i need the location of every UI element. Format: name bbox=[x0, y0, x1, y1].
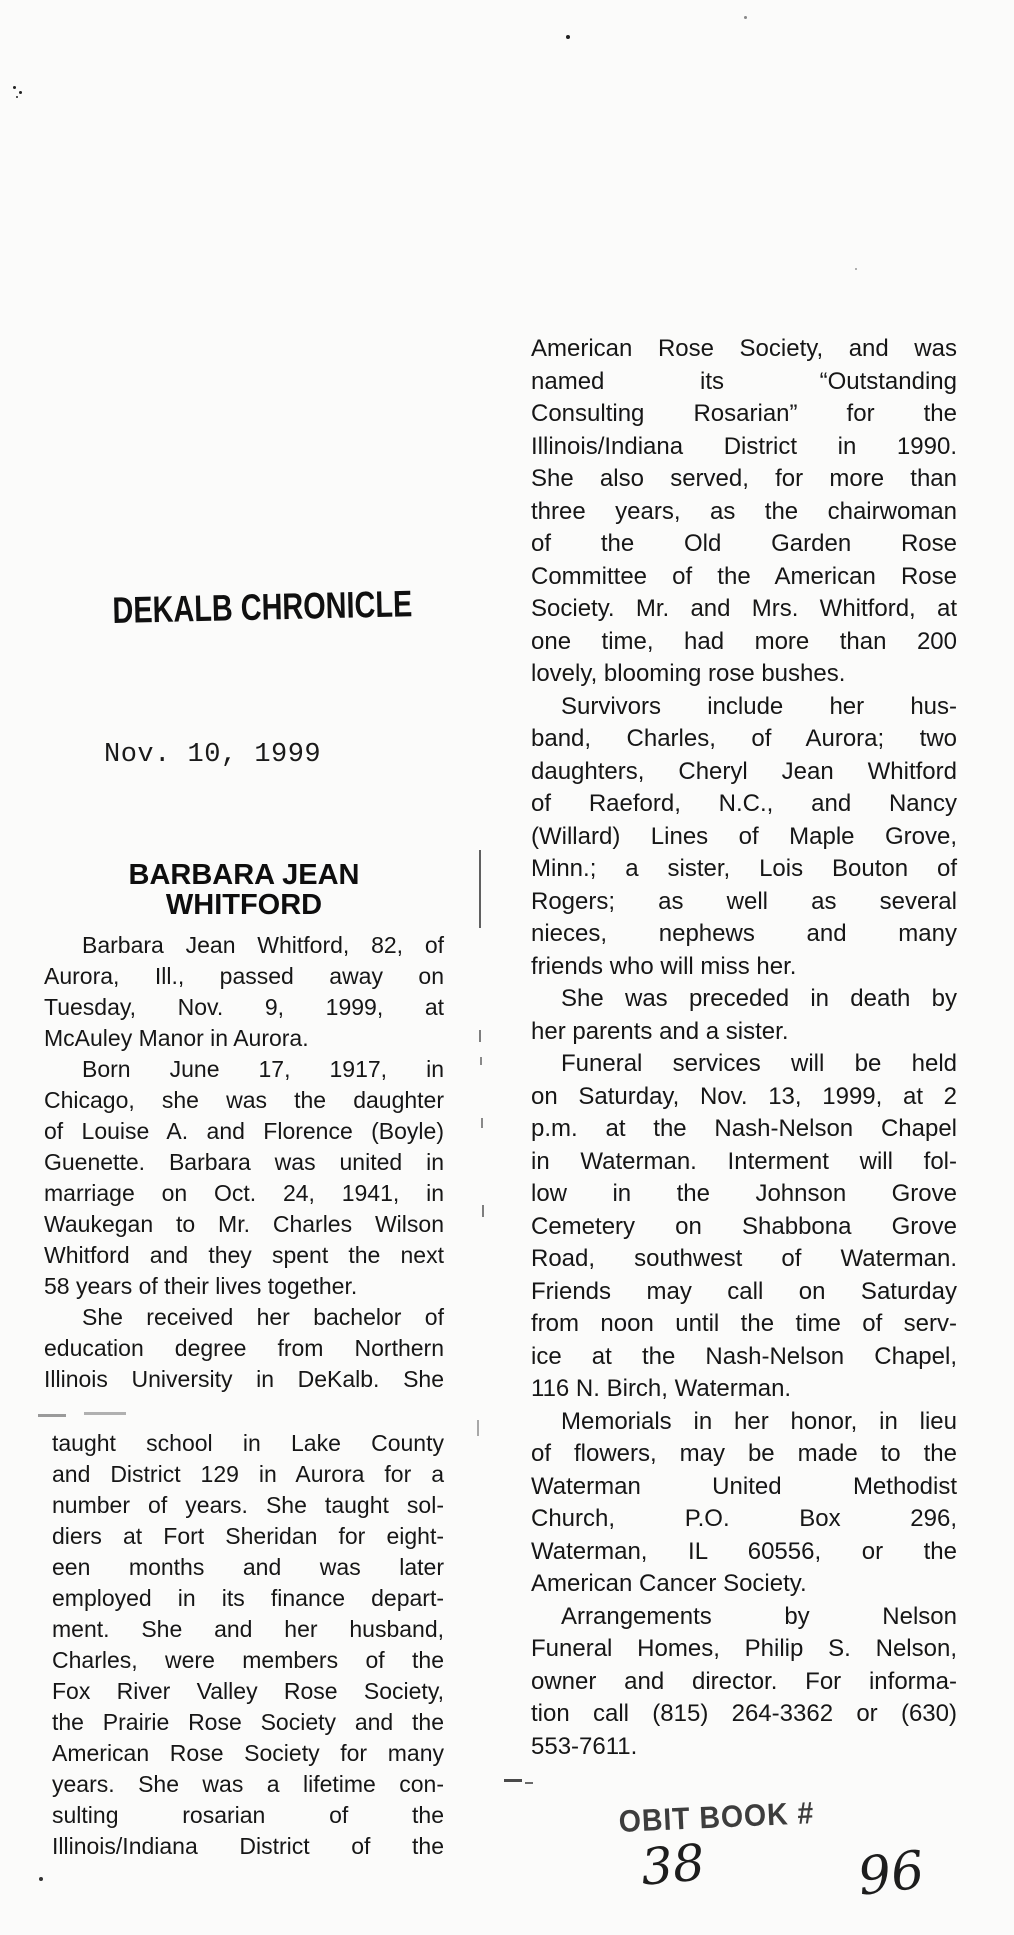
text-line: Funeral Homes, Philip S. Nelson, bbox=[531, 1635, 957, 1662]
text-line: Committee of the American Rose bbox=[531, 562, 957, 590]
text-line: Funeral services will be held bbox=[561, 1050, 957, 1077]
paragraph bbox=[531, 1406, 957, 1601]
text-line: education degree from Northern bbox=[44, 1335, 444, 1361]
text-line: one time, had more than 200 bbox=[531, 627, 957, 655]
paragraph bbox=[44, 1054, 444, 1302]
paragraph bbox=[531, 691, 957, 984]
text-line: Guenette. Barbara was united in bbox=[44, 1149, 444, 1175]
dust-speck bbox=[39, 1877, 43, 1881]
column-rule-mark bbox=[482, 1205, 484, 1217]
text-line: Barbara Jean Whitford, 82, of bbox=[82, 932, 444, 958]
text-line: her parents and a sister. bbox=[531, 1017, 789, 1045]
text-line: named its “Outstanding bbox=[531, 367, 957, 395]
text-line: Aurora, Ill., passed away on bbox=[44, 963, 444, 989]
text-line: Illinois University in DeKalb. She bbox=[44, 1366, 444, 1392]
text-line: band, Charles, of Aurora; two bbox=[531, 725, 957, 752]
text-line: Waterman United Methodist bbox=[531, 1472, 957, 1500]
text-line: years. She was a lifetime con- bbox=[52, 1771, 444, 1797]
text-line: Arrangements by Nelson bbox=[561, 1602, 957, 1630]
dust-speck bbox=[744, 16, 747, 19]
text-line: McAuley Manor in Aurora. bbox=[44, 1025, 309, 1051]
text-line: employed in its finance depart- bbox=[52, 1585, 444, 1611]
column-rule-mark bbox=[480, 1057, 482, 1065]
newspaper-masthead bbox=[112, 581, 497, 632]
text-line: American Cancer Society. bbox=[531, 1570, 807, 1597]
pen-dash-mark bbox=[525, 1782, 533, 1784]
text-line: She was preceded in death by bbox=[561, 985, 957, 1012]
column-rule-mark bbox=[479, 850, 481, 928]
text-line: Society. Mr. and Mrs. Whitford, at bbox=[531, 595, 957, 622]
dust-speck bbox=[855, 268, 857, 270]
text-line: Road, southwest of Waterman. bbox=[531, 1245, 957, 1272]
text-line: Whitford and they spent the next bbox=[44, 1242, 444, 1268]
text-line: Rogers; as well as several bbox=[531, 887, 957, 915]
text-line: nieces, nephews and many bbox=[531, 920, 957, 947]
paste-seam-mark bbox=[38, 1414, 66, 1417]
column-rule-mark bbox=[477, 1420, 479, 1436]
text-line: She also served, for more than bbox=[531, 465, 957, 492]
text-line: lovely, blooming rose bushes. bbox=[531, 660, 846, 687]
text-line: American Rose Society for many bbox=[52, 1740, 444, 1766]
paragraph bbox=[531, 1601, 957, 1764]
text-line: Friends may call on Saturday bbox=[531, 1277, 957, 1305]
text-line: She received her bachelor of bbox=[82, 1304, 444, 1330]
text-line: and District 129 in Aurora for a bbox=[52, 1461, 444, 1487]
text-line: of flowers, may be made to the bbox=[531, 1440, 957, 1467]
text-line: marriage on Oct. 24, 1941, in bbox=[44, 1180, 444, 1206]
paragraph bbox=[531, 983, 957, 1048]
paragraph bbox=[531, 333, 957, 691]
text-line: Charles, were members of the bbox=[52, 1647, 444, 1673]
obituary-title bbox=[44, 860, 444, 920]
text-line: Waterman, IL 60556, or the bbox=[531, 1537, 957, 1565]
text-line: Fox River Valley Rose Society, bbox=[52, 1678, 444, 1704]
text-line: tion call (815) 264-3362 or (630) bbox=[531, 1700, 957, 1727]
handwritten-book-number: 38 bbox=[638, 1833, 708, 1897]
text-line: een months and was later bbox=[52, 1554, 444, 1580]
obit-book-stamp-label: OBIT BOOK # bbox=[618, 1795, 815, 1839]
handwritten-page-number: 96 bbox=[854, 1840, 928, 1908]
text-line: Tuesday, Nov. 9, 1999, at bbox=[44, 994, 444, 1020]
text-line: Consulting Rosarian” for the bbox=[531, 400, 957, 427]
text-line: p.m. at the Nash-Nelson Chapel bbox=[531, 1115, 957, 1142]
text-line: taught school in Lake County bbox=[52, 1430, 444, 1456]
dust-speck bbox=[16, 96, 18, 98]
text-line: Memorials in her honor, in lieu bbox=[561, 1407, 957, 1435]
newspaper-masthead-text: DEKALB CHRONICLE bbox=[112, 583, 413, 631]
dust-speck bbox=[19, 91, 22, 94]
obituary-right-column bbox=[531, 333, 957, 1763]
text-line: 58 years of their lives together. bbox=[44, 1273, 358, 1299]
text-line: of Louise A. and Florence (Boyle) bbox=[44, 1118, 444, 1144]
dust-speck bbox=[13, 86, 16, 89]
column-rule-mark bbox=[479, 1030, 481, 1042]
text-line: (Willard) Lines of Maple Grove, bbox=[531, 822, 957, 850]
text-line: low in the Johnson Grove bbox=[531, 1180, 957, 1207]
column-rule-mark bbox=[481, 1118, 483, 1128]
text-line: the Prairie Rose Society and the bbox=[52, 1709, 444, 1735]
text-line: 553-7611. bbox=[531, 1732, 638, 1760]
text-line: Illinois/Indiana District in 1990. bbox=[531, 432, 957, 460]
text-line: American Rose Society, and was bbox=[531, 335, 957, 362]
paragraph bbox=[44, 1302, 444, 1395]
pen-dash-mark bbox=[504, 1779, 522, 1782]
obituary-title-line: WHITFORD bbox=[165, 889, 323, 921]
paste-seam-mark bbox=[84, 1412, 126, 1415]
text-line: ment. She and her husband, bbox=[52, 1616, 444, 1642]
text-line: Survivors include her hus- bbox=[561, 692, 957, 720]
paragraph bbox=[52, 1428, 444, 1862]
text-line: owner and director. For informa- bbox=[531, 1667, 957, 1695]
paragraph bbox=[44, 930, 444, 1054]
text-line: 116 N. Birch, Waterman. bbox=[531, 1375, 792, 1402]
text-line: in Waterman. Interment will fol- bbox=[531, 1147, 957, 1175]
text-line: of the Old Garden Rose bbox=[531, 530, 957, 557]
obit-book-stamp bbox=[618, 1794, 832, 1840]
text-line: Cemetery on Shabbona Grove bbox=[531, 1212, 957, 1240]
text-line: of Raeford, N.C., and Nancy bbox=[531, 790, 957, 817]
text-line: Born June 17, 1917, in bbox=[82, 1056, 444, 1082]
dust-speck bbox=[566, 35, 570, 39]
obituary-left-column bbox=[44, 860, 444, 1862]
text-line: Illinois/Indiana District of the bbox=[52, 1833, 444, 1859]
text-line: Church, P.O. Box 296, bbox=[531, 1505, 957, 1532]
text-line: friends who will miss her. bbox=[531, 952, 797, 980]
clipping-dateline: Nov. 10, 1999 bbox=[104, 740, 322, 770]
obituary-title-line: BARBARA JEAN bbox=[128, 859, 360, 891]
text-line: Chicago, she was the daughter bbox=[44, 1087, 444, 1113]
text-line: from noon until the time of serv- bbox=[531, 1310, 957, 1337]
text-line: sulting rosarian of the bbox=[52, 1802, 444, 1828]
text-line: diers at Fort Sheridan for eight- bbox=[52, 1523, 444, 1549]
text-line: number of years. She taught sol- bbox=[52, 1492, 444, 1518]
text-line: ice at the Nash-Nelson Chapel, bbox=[531, 1342, 957, 1370]
text-line: Minn.; a sister, Lois Bouton of bbox=[531, 855, 957, 882]
paragraph bbox=[531, 1048, 957, 1406]
text-line: Waukegan to Mr. Charles Wilson bbox=[44, 1211, 444, 1237]
text-line: three years, as the chairwoman bbox=[531, 497, 957, 525]
text-line: on Saturday, Nov. 13, 1999, at 2 bbox=[531, 1082, 957, 1110]
text-line: daughters, Cheryl Jean Whitford bbox=[531, 757, 957, 785]
